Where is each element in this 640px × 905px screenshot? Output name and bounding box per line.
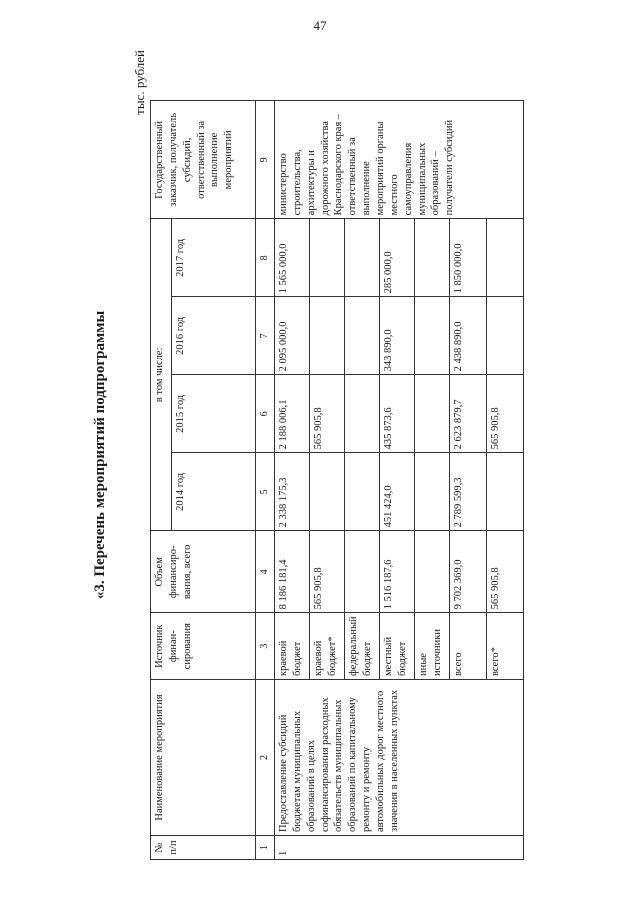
source-cell: местный бюджет bbox=[380, 613, 415, 680]
source-cell: краевой бюджет bbox=[275, 613, 310, 680]
col-number: 6 bbox=[256, 375, 275, 453]
column-number-row bbox=[256, 101, 275, 860]
measure-name: Предоставление субсидий бюджетам муниципальных образований в целях софинансирования расходных обязательств муниципальных образований по капитальному ремонту и ремонту автомобильных дорог местного значения в населенных пунктах bbox=[275, 680, 524, 836]
y2016-cell: 2 438 890,0 bbox=[450, 297, 487, 375]
header-total: Объем финансиро- вания, всего bbox=[151, 531, 256, 613]
y2015-cell: 2 623 879,7 bbox=[450, 375, 487, 453]
y2014-cell bbox=[345, 453, 380, 531]
col-number: 3 bbox=[256, 613, 275, 680]
customer-cell: министерство строительства, архитектуры и дорожного хозяйства Краснодарского края – ответственный за выполнение мероприятий органы местного самоуправления муниципальных образований – получатели субсидий bbox=[275, 101, 524, 219]
y2014-cell bbox=[415, 453, 450, 531]
y2017-cell bbox=[415, 219, 450, 297]
table-row bbox=[275, 101, 310, 860]
total-cell: 565 905,8 bbox=[310, 531, 345, 613]
header-in-that: в том числе: bbox=[151, 219, 172, 531]
col-number: 2 bbox=[256, 680, 275, 836]
y2017-cell bbox=[310, 219, 345, 297]
header-2017: 2017 год bbox=[172, 219, 256, 297]
row-number: 1 bbox=[275, 836, 524, 860]
source-cell: федеральный бюджет bbox=[345, 613, 380, 680]
total-cell: 1 516 187,6 bbox=[380, 531, 415, 613]
source-cell: краевой бюджет* bbox=[310, 613, 345, 680]
header-source: Источник финан- сирования bbox=[151, 613, 256, 680]
y2015-cell: 435 873,6 bbox=[380, 375, 415, 453]
source-cell: иные источники bbox=[415, 613, 450, 680]
source-cell: всего* bbox=[487, 613, 524, 680]
total-cell: 565 905,8 bbox=[487, 531, 524, 613]
y2015-cell bbox=[345, 375, 380, 453]
y2017-cell: 1 850 000,0 bbox=[450, 219, 487, 297]
measures-table bbox=[150, 100, 524, 860]
y2015-cell: 565 905,8 bbox=[310, 375, 345, 453]
y2014-cell: 451 424,0 bbox=[380, 453, 415, 531]
y2016-cell: 343 890,0 bbox=[380, 297, 415, 375]
header-customer: Государственный заказчик, получатель субсидий, ответственный за выполнение мероприятий bbox=[151, 101, 256, 219]
y2014-cell: 2 789 599,3 bbox=[450, 453, 487, 531]
col-number: 4 bbox=[256, 531, 275, 613]
document-title: «3. Перечень мероприятий подпрограммы bbox=[92, 310, 108, 600]
col-number: 1 bbox=[256, 836, 275, 860]
total-cell bbox=[415, 531, 450, 613]
y2014-cell bbox=[487, 453, 524, 531]
y2016-cell bbox=[415, 297, 450, 375]
y2016-cell bbox=[487, 297, 524, 375]
y2017-cell bbox=[487, 219, 524, 297]
y2015-cell bbox=[415, 375, 450, 453]
col-number: 7 bbox=[256, 297, 275, 375]
y2017-cell: 1 565 000,0 bbox=[275, 219, 310, 297]
source-cell: всего bbox=[450, 613, 487, 680]
header-2016: 2016 год bbox=[172, 297, 256, 375]
col-number: 5 bbox=[256, 453, 275, 531]
page-number: 47 bbox=[313, 18, 327, 33]
y2016-cell: 2 095 000,0 bbox=[275, 297, 310, 375]
total-cell bbox=[345, 531, 380, 613]
y2015-cell: 565 905,8 bbox=[487, 375, 524, 453]
y2016-cell bbox=[345, 297, 380, 375]
units-label: тыс. рублей bbox=[132, 50, 147, 115]
col-number: 9 bbox=[256, 101, 275, 219]
col-number: 8 bbox=[256, 219, 275, 297]
header-row bbox=[151, 101, 172, 860]
y2014-cell: 2 338 175,3 bbox=[275, 453, 310, 531]
y2017-cell bbox=[345, 219, 380, 297]
rotated-content bbox=[92, 50, 572, 860]
header-name: Наименование мероприятия bbox=[151, 680, 256, 836]
total-cell: 8 186 181,4 bbox=[275, 531, 310, 613]
y2016-cell bbox=[310, 297, 345, 375]
header-2015: 2015 год bbox=[172, 375, 256, 453]
header-2014: 2014 год bbox=[172, 453, 256, 531]
header-num: № п/п bbox=[151, 836, 256, 860]
y2015-cell: 2 188 006,1 bbox=[275, 375, 310, 453]
total-cell: 9 702 369,0 bbox=[450, 531, 487, 613]
y2017-cell: 285 000,0 bbox=[380, 219, 415, 297]
y2014-cell bbox=[310, 453, 345, 531]
